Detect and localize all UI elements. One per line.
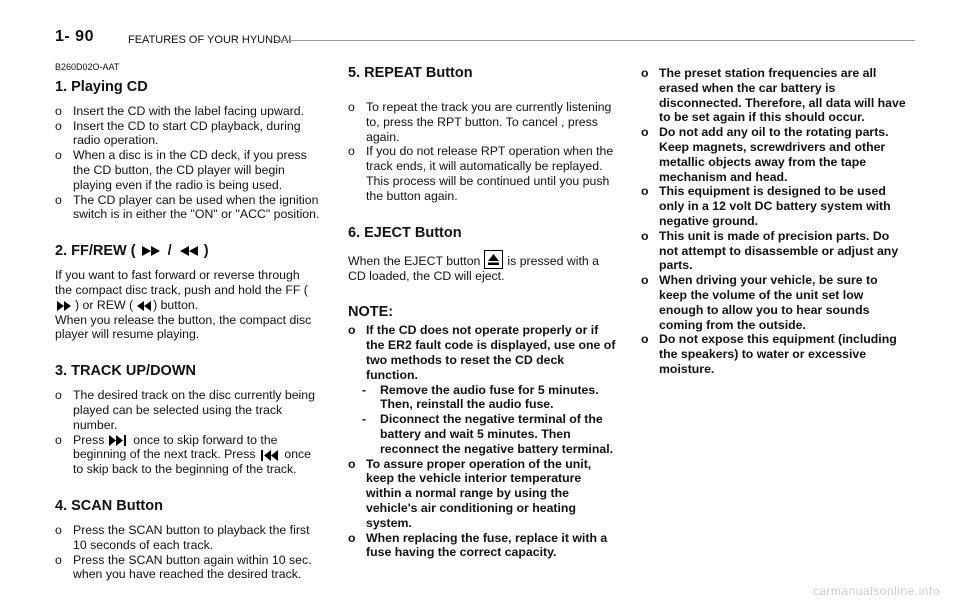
watermark: carmanualsonline.info	[812, 584, 940, 598]
heading-track: 3. TRACK UP/DOWN	[55, 363, 196, 380]
heading-playing-cd: 1. Playing CD	[55, 78, 148, 95]
heading-scan: 4. SCAN Button	[55, 497, 163, 514]
list-item: o The CD player can be used when the ignition switch is in either the "ON" or "ACC" position.	[55, 192, 320, 222]
caution-item: o When driving your vehicle, be sure to keep the volume of the unit set low enough to allow you to hear sounds coming from the outside.	[641, 273, 878, 332]
list-item: o Insert the CD with the label facing upward.	[55, 103, 305, 118]
note-item: o If the CD does not operate properly or if the ER2 fault code is displayed, use one of two methods to reset the CD deck function.	[348, 323, 616, 382]
fast-forward-icon	[140, 245, 164, 257]
rewind-icon	[176, 245, 200, 257]
heading-ff-rew: 2. FF/REW ( / )	[55, 243, 209, 260]
list-item: o If you do not release RPT operation when the track ends, it will automatically be replayed. This process will be continued until you push the button again.	[348, 144, 614, 203]
list-item: o Insert the CD to start CD playback, during radio operation.	[55, 118, 301, 148]
column-3	[641, 66, 909, 377]
eject-icon	[484, 250, 503, 269]
fast-forward-icon	[55, 301, 75, 311]
caution-item: o Do not add any oil to the rotating parts. Keep magnets, screwdrivers and other metallic objects away from the tape mechanism and head.	[641, 125, 889, 184]
note-sub-item: - Remove the audio fuse for 5 minutes. Then, reinstall the audio fuse.	[362, 382, 599, 412]
eject-text: When the EJECT button is pressed with a CD loaded, the CD will eject.	[348, 250, 616, 284]
caution-item: o The preset station frequencies are all erased when the car battery is disconnected. Therefore, all data will have to be set again if this should occur.	[641, 66, 906, 125]
column-2	[348, 60, 616, 560]
caution-item: o This unit is made of precision parts. Do not attempt to disassemble or adjust any parts.	[641, 228, 899, 273]
list-item: o To repeat the track you are currently listening to, press the RPT button. To cancel , press again.	[348, 100, 612, 144]
doc-code: B260D02O-AAT	[55, 62, 120, 72]
caution-item: o Do not expose this equipment (including the speakers) to water or excessive moisture.	[641, 332, 897, 376]
heading-note: NOTE:	[348, 304, 394, 321]
column-1	[55, 60, 320, 582]
rewind-icon	[133, 301, 153, 311]
skip-back-icon	[259, 450, 281, 461]
section-title: FEATURES OF YOUR HYUNDAI	[128, 34, 292, 46]
ff-rew-text: If you want to fast forward or reverse through the compact disc track, push and hold the FF () or REW ( ) button.	[55, 268, 308, 312]
page-number: 1- 90	[55, 28, 94, 45]
page-header	[55, 28, 915, 48]
list-item: o The desired track on the disc currently being played can be selected using the track number.	[55, 388, 315, 432]
note-item: o To assure proper operation of the unit, keep the vehicle interior temperature within a normal range by using the vehicle's air conditioning or heating system.	[348, 456, 592, 530]
heading-eject: 6. EJECT Button	[348, 224, 462, 241]
skip-forward-icon	[108, 435, 130, 446]
list-item: o When a disc is in the CD deck, if you press the CD button, the CD player will begin playing even if the radio is being used.	[55, 148, 307, 192]
ff-rew-release-text: When you release the button, the compact disc player will resume playing.	[55, 312, 312, 342]
note-item: o When replacing the fuse, replace it with a fuse having the correct capacity.	[348, 530, 608, 560]
list-item: o Press the SCAN button again within 10 sec. when you have reached the desired track.	[55, 552, 312, 582]
list-item: o Press the SCAN button to playback the first 10 seconds of each track.	[55, 522, 310, 552]
caution-item: o This equipment is designed to be used only in a 12 volt DC battery system with negative ground.	[641, 184, 891, 228]
heading-repeat: 5. REPEAT Button	[348, 65, 473, 81]
header-rule	[275, 40, 915, 41]
list-item: o Press once to skip forward to the beginning of the next track. Press once to skip back to the beginning of the track.	[55, 432, 312, 477]
note-sub-item: - Diconnect the negative terminal of the battery and wait 5 minutes. Then reconnect the negative battery terminal.	[362, 412, 614, 456]
